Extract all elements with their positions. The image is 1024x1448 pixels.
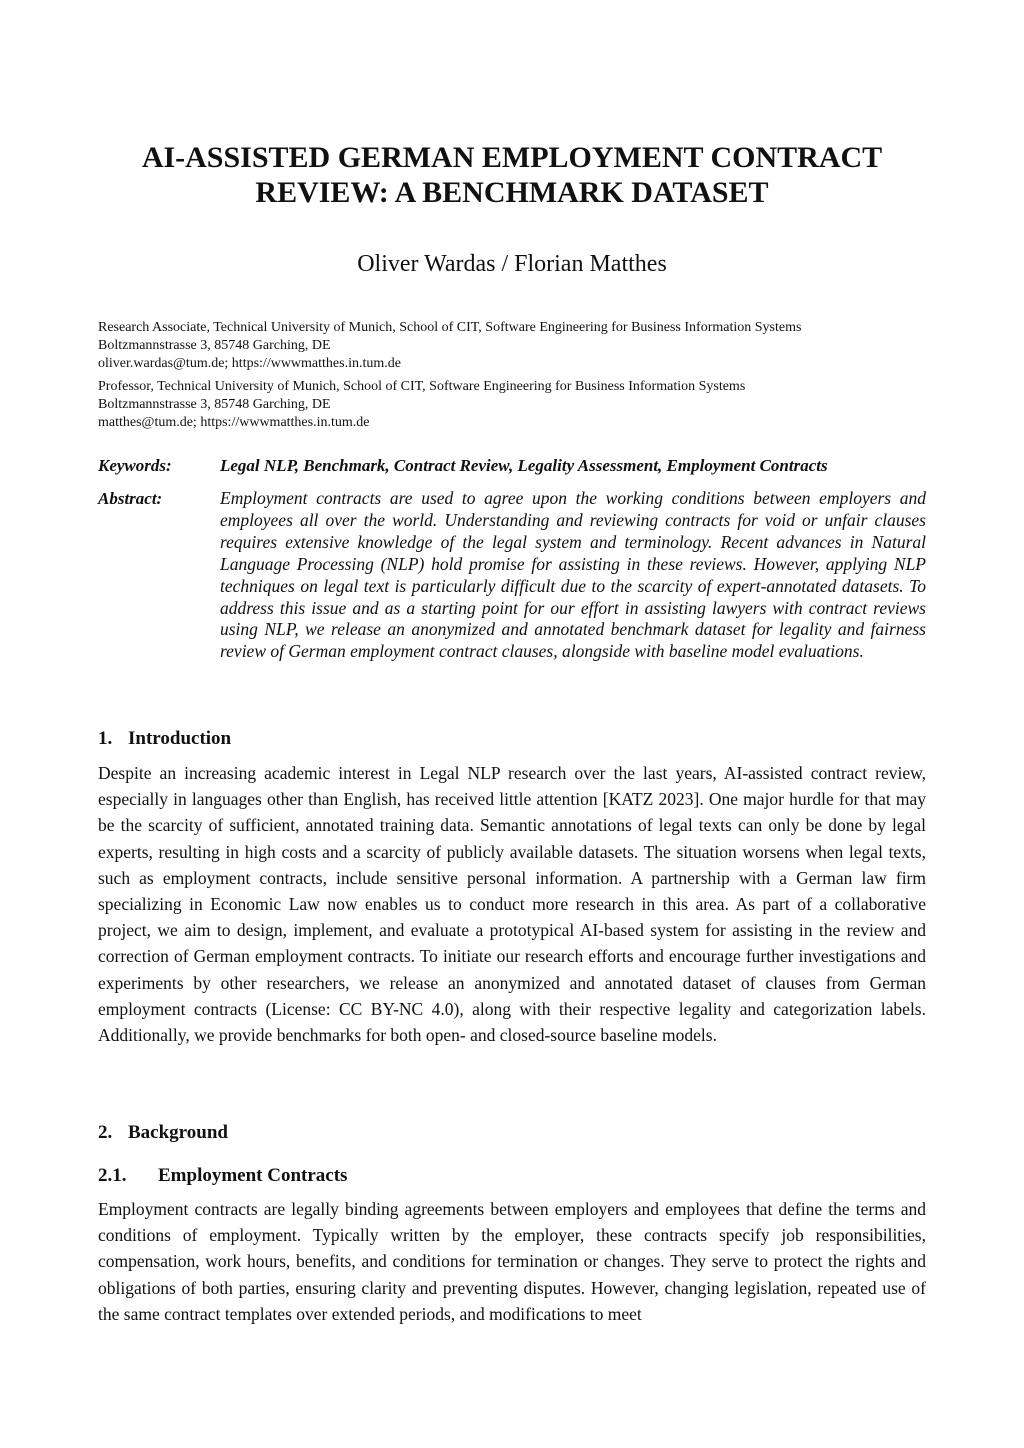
affiliation-1 [98,319,926,373]
abstract-label: Abstract: [98,489,163,508]
section-number: 1. [98,728,113,749]
employment-contracts-paragraph: Employment contracts are legally binding agreements between employers and employees that define the terms and conditions of employment. Typically written by the employer, these contracts specify job responsibilities, compensation, work hours, benefits, and conditions for termination or changes. They serve to protect the rights and obligations of both parties, ensuring clarity and preventing disputes. However, changing legislation, repeated use of the same contract templates over extended periods, and modifications to meet [98,1199,926,1324]
authors: Oliver Wardas / Florian Matthes [357,251,667,277]
affiliation-1-address: Boltzmannstrasse 3, 85748 Garching, DE [98,338,331,353]
keywords: Legal NLP, Benchmark, Contract Review, Legality Assessment, Employment Contracts [220,456,828,475]
affiliation-2 [98,378,926,432]
section-title: Introduction [128,728,232,749]
affiliation-2-position: Professor, Technical University of Munich, School of CIT, Software Engineering for Business Information Systems [98,379,746,394]
subsection-employment-contracts-heading [98,1164,347,1188]
section-title: Background [128,1122,228,1143]
subsection-number: 2.1. [98,1165,127,1186]
paper-title [98,140,926,210]
title-line-1: AI-ASSISTED GERMAN EMPLOYMENT CONTRACT [141,141,883,174]
introduction-paragraph: Despite an increasing academic interest in Legal NLP research over the last years, AI-assisted contract review, especially in languages other than English, has received little attention [KATZ 2023]. One major hurdle for that may be the scarcity of sufficient, annotated training data. Semantic annotations of legal texts can only be done by legal experts, resulting in high costs and a scarcity of publicly available datasets. The situation worsens when legal texts, such as employment contracts, include sensitive personal information. A partnership with a German law firm specializing in Economic Law now enables us to conduct more research in this area. As part of a collaborative project, we aim to design, implement, and evaluate a prototypical AI-based system for assisting in the review and correction of German employment contracts. To initiate our research efforts and encourage further investigations and experiments by other researchers, we release an anonymized and annotated dataset of clauses from German employment contracts (License: CC BY-NC 4.0), along with their respective legality and categorization labels. Additionally, we provide benchmarks for both open- and closed-source baseline models. [98,763,926,1046]
affiliation-1-position: Research Associate, Technical University of Munich, School of CIT, Software Engineering for Business Information Systems [98,320,802,335]
title-line-2: REVIEW: A BENCHMARK DATASET [255,176,769,209]
section-introduction-heading [98,727,231,751]
subsection-title: Employment Contracts [158,1165,348,1186]
section-number: 2. [98,1122,113,1143]
abstract-text: Employment contracts are used to agree upon the working conditions between employers and employees all over the world. Understanding and reviewing contracts for void or unfair clauses requires extensive knowledge of the legal system and terminology. Recent advances in Natural Language Processing (NLP) hold promise for assisting in these reviews. However, applying NLP techniques on legal text is particularly difficult due to the scarcity of expert-annotated datasets. To address this issue and as a starting point for our effort in assisting lawyers with contract reviews using NLP, we release an anonymized and annotated benchmark dataset for legality and fairness review of German employment contract clauses, alongside with baseline model evaluations. [220,488,926,662]
affiliation-2-address: Boltzmannstrasse 3, 85748 Garching, DE [98,397,331,412]
affiliation-2-contact: matthes@tum.de; https://wwwmatthes.in.tum.de [98,415,370,430]
keywords-label: Keywords: [98,456,172,475]
section-background-heading [98,1121,228,1145]
affiliation-1-contact: oliver.wardas@tum.de; https://wwwmatthes.in.tum.de [98,356,401,371]
